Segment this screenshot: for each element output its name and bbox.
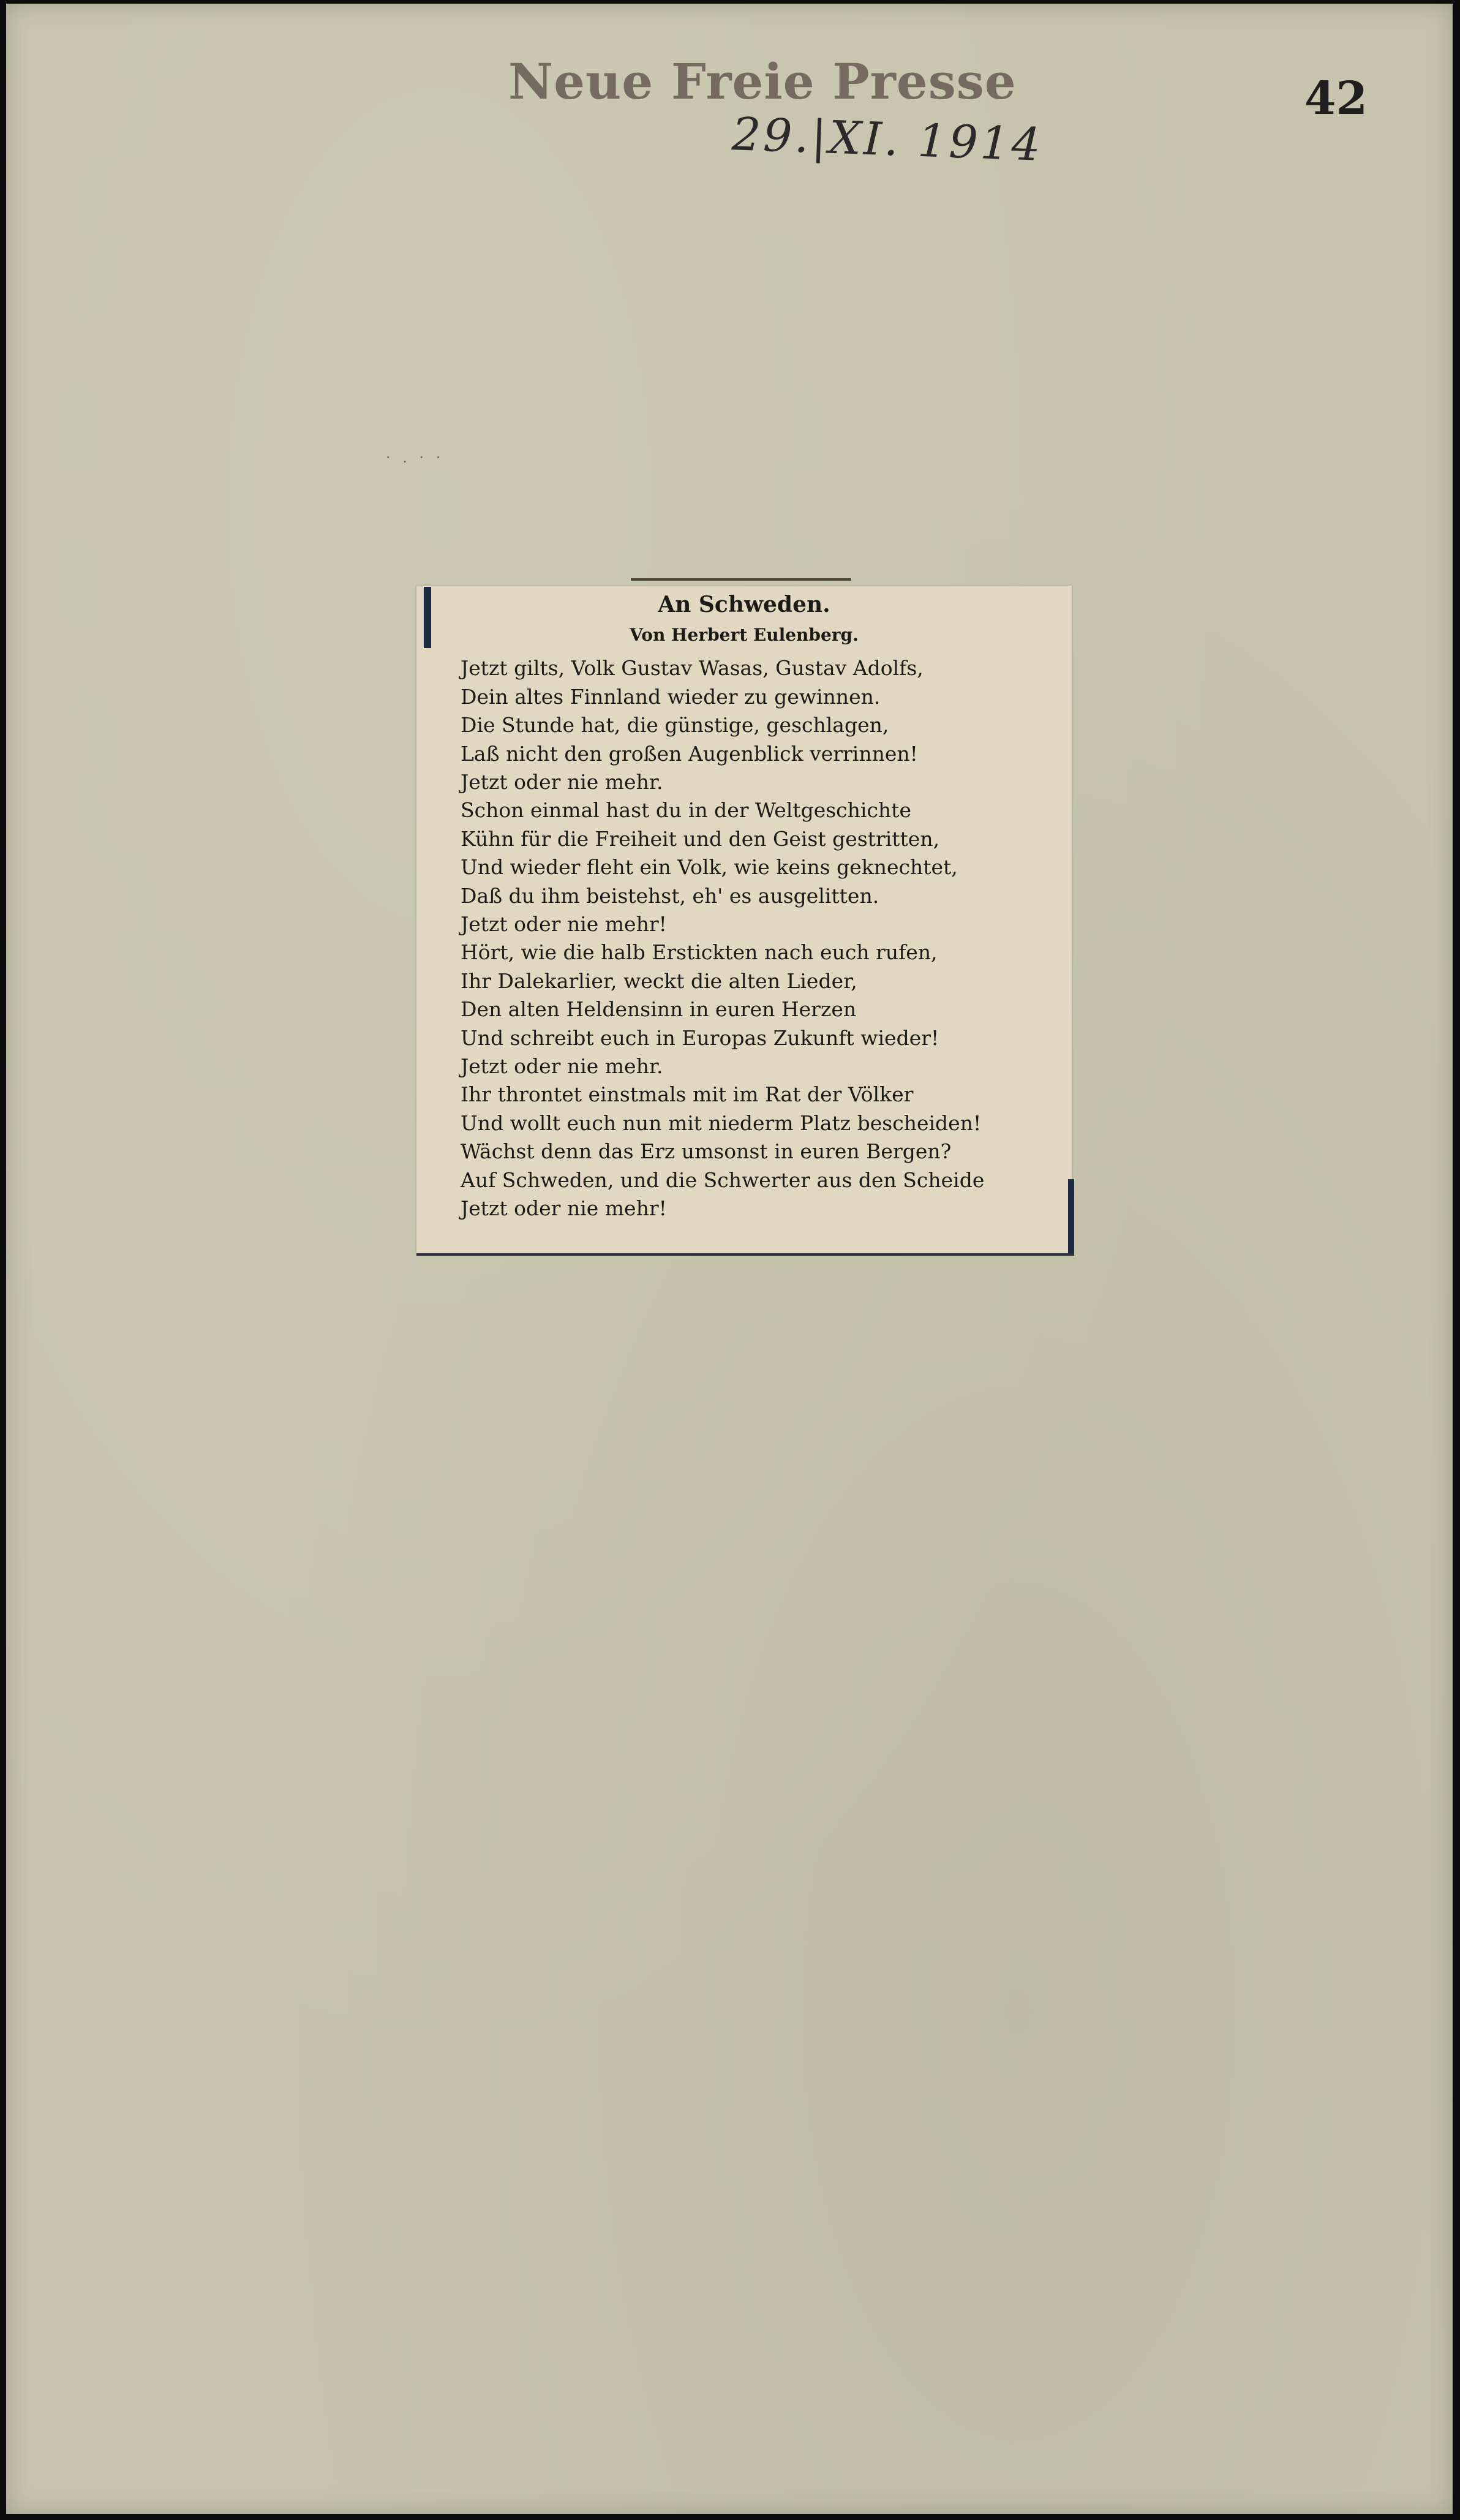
poem-line: Den alten Heldensinn in euren Herzen [461,997,857,1021]
poem-line: Auf Schweden, und die Schwerter aus den Scheide [461,1168,985,1192]
poem-line: Schon einmal hast du in der Weltgeschichte [461,798,911,822]
archive-sheet [6,4,1453,2514]
stanza [461,796,1012,939]
poem-line: Hört, wie die halb Erstickten nach euch rufen, [461,940,938,964]
clipping-bottom-edge [416,1253,1074,1256]
poem-line: Laß nicht den großen Augenblick verrinnen! [461,741,918,766]
poem-refrain: Jetzt oder nie mehr! [461,1196,667,1220]
folio-number: 42 [1304,72,1368,125]
poem-line: Kühn für die Freiheit und den Geist gestritten, [461,826,940,851]
poem-refrain: Jetzt oder nie mehr. [461,1054,663,1078]
poem-line: Jetzt gilts, Volk Gustav Wasas, Gustav Adolfs, [461,656,924,680]
paper-specks: · . · · [386,449,445,466]
stanza [461,1081,1012,1223]
poem-line: Und wollt euch nun mit niederm Platz bescheiden! [461,1111,982,1135]
poem-line: Die Stunde hat, die günstige, geschlagen, [461,713,889,737]
poem-line: Und wieder fleht ein Volk, wie keins geknechtet, [461,855,958,879]
poem-line: Dein altes Finnland wieder zu gewinnen. [461,684,881,709]
poem-title: An Schweden. [658,592,830,617]
newspaper-stamp: Neue Freie Presse [508,53,1017,110]
poem-line: Und schreibt euch in Europas Zukunft wieder! [461,1025,939,1050]
stanza [461,938,1012,1081]
clipping-top-rule [631,578,851,581]
poem-line: Daß du ihm beistehst, eh' es ausgelitten. [461,883,879,908]
poem-byline: Von Herbert Eulenberg. [630,625,859,645]
poem-refrain: Jetzt oder nie mehr! [461,912,667,936]
poem-line: Wächst denn das Erz umsonst in euren Bergen? [461,1139,952,1163]
clipping-right-edge-mark [1068,1179,1074,1256]
handwritten-date: 29.|XI. 1914 [731,108,1044,172]
poem-refrain: Jetzt oder nie mehr. [461,770,663,794]
stanza [461,654,1012,797]
poem-line: Ihr Dalekarlier, weckt die alten Lieder, [461,968,857,993]
poem-line: Ihr throntet einstmals mit im Rat der Völker [461,1082,914,1106]
